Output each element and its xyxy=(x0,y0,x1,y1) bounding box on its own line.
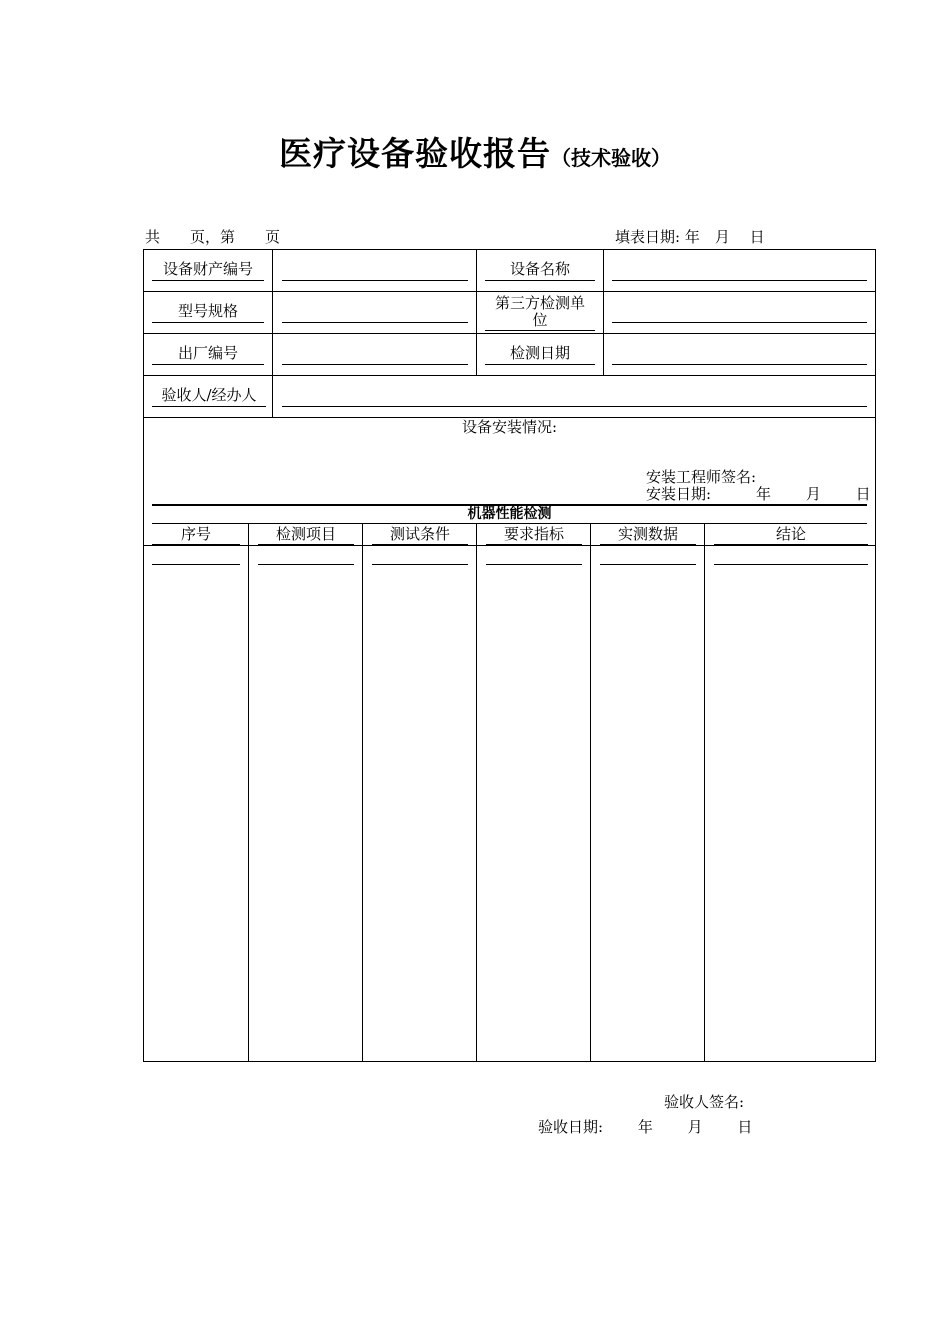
engineer-sign: 安装工程师签名: xyxy=(646,468,757,486)
label-third-party-line2: 位 xyxy=(532,311,548,329)
label-underline xyxy=(152,364,264,365)
title-sub: （技术验收） xyxy=(551,146,671,170)
label-underline xyxy=(485,364,595,365)
header-underline xyxy=(486,544,582,545)
col-divider xyxy=(476,250,477,375)
data-row-line[interactable] xyxy=(714,564,868,565)
label-test-date: 检测日期 xyxy=(509,344,570,362)
label-underline xyxy=(152,280,264,281)
col-divider xyxy=(248,524,249,1062)
data-row-line[interactable] xyxy=(600,564,696,565)
header-underline xyxy=(600,544,696,545)
device-name-field[interactable] xyxy=(612,280,867,281)
heading-underline xyxy=(152,523,867,524)
row-divider xyxy=(144,291,875,292)
header-underline xyxy=(714,544,868,545)
install-heading: 设备安装情况: xyxy=(461,418,558,436)
page-count: 共 页，第 页 xyxy=(145,228,281,246)
acceptor-signature: 验收人签名: xyxy=(664,1093,745,1111)
performance-heading: 机器性能检测 xyxy=(467,506,552,522)
col-divider xyxy=(603,250,604,375)
report-table xyxy=(143,249,876,1062)
test-date-field[interactable] xyxy=(612,364,867,365)
title-main: 医疗设备验收报告 xyxy=(279,134,551,173)
acceptance-date: 验收日期: 年 月 日 xyxy=(538,1118,753,1136)
data-row-line[interactable] xyxy=(372,564,468,565)
col-header-conclusion: 结论 xyxy=(775,525,806,543)
fill-date: 填表日期: 年 月 日 xyxy=(615,228,765,246)
row-divider xyxy=(144,545,875,546)
data-row-line[interactable] xyxy=(258,564,354,565)
label-model-spec: 型号规格 xyxy=(177,302,238,320)
label-acceptor: 验收人/经办人 xyxy=(161,386,257,404)
model-spec-field[interactable] xyxy=(282,322,468,323)
acceptor-field[interactable] xyxy=(282,406,867,407)
label-underline xyxy=(152,406,266,407)
col-divider xyxy=(272,250,273,417)
install-date: 安装日期: 年 月 日 xyxy=(646,485,871,503)
label-underline xyxy=(485,330,595,331)
col-divider xyxy=(476,524,477,1062)
col-header-requirement: 要求指标 xyxy=(503,525,564,543)
data-row-line[interactable] xyxy=(152,564,240,565)
asset-no-field[interactable] xyxy=(282,280,468,281)
data-row-line[interactable] xyxy=(486,564,582,565)
col-divider xyxy=(590,524,591,1062)
row-divider xyxy=(144,333,875,334)
label-serial-no: 出厂编号 xyxy=(177,344,238,362)
col-header-index: 序号 xyxy=(180,525,211,543)
col-header-measured: 实测数据 xyxy=(617,525,678,543)
header-underline xyxy=(372,544,468,545)
col-header-test-condition: 测试条件 xyxy=(389,525,450,543)
row-divider xyxy=(144,375,875,376)
col-header-test-item: 检测项目 xyxy=(275,525,336,543)
col-divider xyxy=(362,524,363,1062)
label-third-party xyxy=(485,295,595,329)
label-asset-no: 设备财产编号 xyxy=(162,260,253,278)
header-underline xyxy=(152,544,240,545)
header-underline xyxy=(258,544,354,545)
label-underline xyxy=(152,322,264,323)
label-underline xyxy=(485,280,595,281)
report-title xyxy=(0,128,950,175)
third-party-field[interactable] xyxy=(612,322,867,323)
col-divider xyxy=(704,524,705,1062)
serial-no-field[interactable] xyxy=(282,364,468,365)
label-third-party-line1: 第三方检测单 xyxy=(494,294,585,312)
label-device-name: 设备名称 xyxy=(509,260,570,278)
